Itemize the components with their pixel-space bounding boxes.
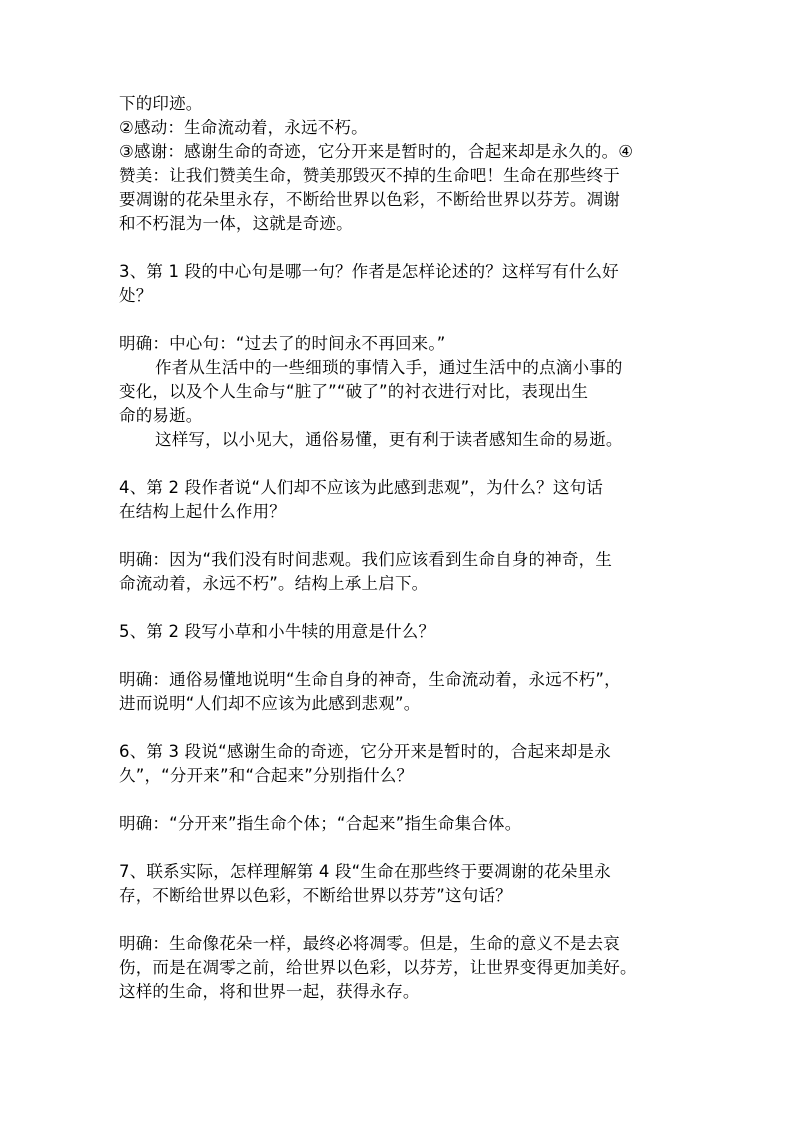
answer-line: 明确：中心句：“过去了的时间永不再回来。” bbox=[119, 334, 446, 353]
text-line: 赞美：让我们赞美生命，赞美那毁灭不掉的生命吧！生命在那些终于 bbox=[119, 166, 620, 185]
answer-line: 进而说明“人们却不应该为此感到悲观”。 bbox=[119, 694, 421, 713]
spacer bbox=[119, 716, 685, 740]
answer-3 bbox=[119, 332, 685, 452]
answer-line: 这样写，以小见大，通俗易懂，更有利于读者感知生命的易逝。 bbox=[155, 430, 623, 449]
answer-line: 明确：因为“我们没有时间悲观。我们应该看到生命自身的神奇，生 bbox=[119, 550, 613, 569]
spacer bbox=[119, 308, 685, 332]
question-line: 在结构上起什么作用？ bbox=[119, 502, 286, 521]
question-line: 6、第 3 段说“感谢生命的奇迹，它分开来是暂时的，合起来却是永 bbox=[119, 742, 611, 761]
intro-section bbox=[119, 92, 685, 236]
answer-line: 命的易逝。 bbox=[119, 406, 203, 425]
question-3 bbox=[119, 260, 685, 308]
question-line: 4、第 2 段作者说“人们却不应该为此感到悲观”，为什么？这句话 bbox=[119, 478, 603, 497]
spacer bbox=[119, 596, 685, 620]
question-line: 处？ bbox=[119, 286, 153, 305]
text-line: ②感动：生命流动着，永远不朽。 bbox=[119, 118, 368, 137]
question-5 bbox=[119, 620, 685, 644]
answer-line: 作者从生活中的一些细琐的事情入手，通过生活中的点滴小事的 bbox=[155, 358, 623, 377]
question-line: 7、联系实际，怎样理解第 4 段“生命在那些终于要凋谢的花朵里永 bbox=[119, 862, 611, 881]
text-line: 下的印迹。 bbox=[119, 94, 203, 113]
answer-7 bbox=[119, 932, 685, 1004]
spacer bbox=[119, 788, 685, 812]
text-line: ③感谢：感谢生命的奇迹，它分开来是暂时的，合起来却是永久的。④ bbox=[119, 142, 634, 161]
question-4 bbox=[119, 476, 685, 524]
answer-line: 伤，而是在凋零之前，给世界以色彩，以芬芳，让世界变得更加美好。 bbox=[119, 958, 637, 977]
question-line: 5、第 2 段写小草和小牛犊的用意是什么？ bbox=[119, 622, 436, 641]
question-6 bbox=[119, 740, 685, 788]
answer-line: 明确：通俗易懂地说明“生命自身的神奇，生命流动着，永远不朽”， bbox=[119, 670, 621, 689]
text-line: 和不朽混为一体，这就是奇迹。 bbox=[119, 214, 353, 233]
spacer bbox=[119, 452, 685, 476]
spacer bbox=[119, 644, 685, 668]
spacer bbox=[119, 524, 685, 548]
question-line: 久”，“分开来”和“合起来”分别指什么？ bbox=[119, 766, 414, 785]
answer-5 bbox=[119, 668, 685, 716]
answer-line: 变化，以及个人生命与“脏了”“破了”的衬衣进行对比，表现出生 bbox=[119, 382, 589, 401]
spacer bbox=[119, 836, 685, 860]
answer-line: 这样的生命，将和世界一起，获得永存。 bbox=[119, 982, 420, 1001]
answer-line: 命流动着，永远不朽”。结构上承上启下。 bbox=[119, 574, 429, 593]
document-page bbox=[119, 92, 685, 1004]
spacer bbox=[119, 236, 685, 260]
question-line: 存，不断给世界以色彩，不断给世界以芬芳”这句话？ bbox=[119, 886, 512, 905]
spacer bbox=[119, 908, 685, 932]
answer-line: 明确：“分开来”指生命个体；“合起来”指生命集合体。 bbox=[119, 814, 522, 833]
text-line: 要凋谢的花朵里永存，不断给世界以色彩，不断给世界以芬芳。凋谢 bbox=[119, 190, 620, 209]
question-line: 3、第 1 段的中心句是哪一句？作者是怎样论述的？这样写有什么好 bbox=[119, 262, 619, 281]
answer-4 bbox=[119, 548, 685, 596]
answer-line: 明确：生命像花朵一样，最终必将凋零。但是，生命的意义不是去哀 bbox=[119, 934, 620, 953]
question-7 bbox=[119, 860, 685, 908]
answer-6 bbox=[119, 812, 685, 836]
